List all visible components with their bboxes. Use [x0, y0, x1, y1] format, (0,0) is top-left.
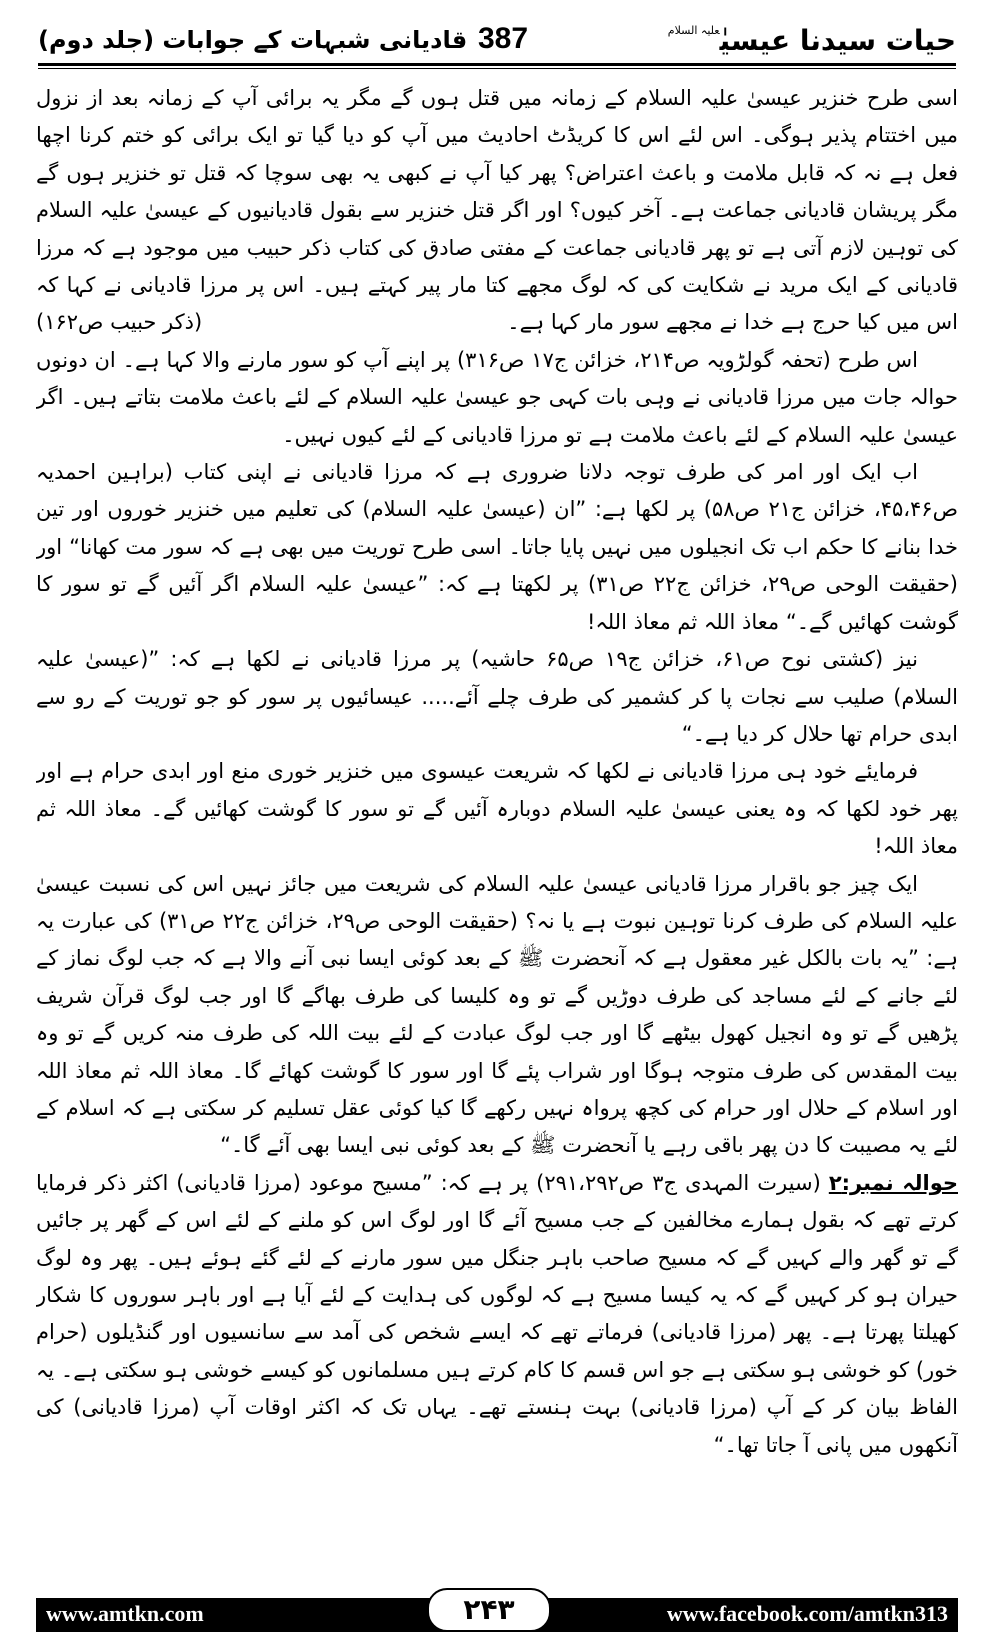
page-header [38, 22, 956, 66]
website-link[interactable]: www.amtkn.com [46, 1601, 204, 1626]
book-title [668, 24, 956, 57]
header-rule [38, 63, 956, 66]
paragraph-text: فرمایئے خود ہی مرزا قادیانی نے لکھا کہ شریعت عیسوی میں خنزیر خوری منع اور ابدی حرام ہے اور پھر خود لکھا کہ وہ یعنی عیسیٰ علیہ السلام دوبارہ آئیں گے تو سور کا گوشت کھائیں گے۔ معاذ اللہ ثم معاذ اللہ! [36, 759, 958, 859]
paragraph [36, 454, 958, 641]
book-title-text: حیات سیدنا عیسیٰ [719, 24, 956, 57]
paragraph [36, 753, 958, 865]
header-rule-thin [38, 68, 956, 69]
citation: (ذکر حبیب ص۱۶۲) [36, 310, 203, 335]
reference-label: حوالہ نمبر:۲ [828, 1170, 958, 1195]
page-footer [36, 1593, 958, 1632]
reference-text: (سیرت المہدی ج۳ ص۲۹۱،۲۹۲) پر ہے کہ: ”مسیح موعود (مرزا قادیانی) اکثر ذکر فرمایا کرتے تھے کہ بقول ہمارے مخالفین کے جب مسیح آئے گا اور لوگ اس کو ملنے کے لئے اس کے گھر پر جائیں گے تو گھر والے کہیں گے کہ مسیح صاحب باہر جنگل میں سور مارنے کے لئے گئے ہوئے ہیں۔ پھر وہ لوگ حیران ہو کر کہیں گے کہ یہ کیسا مسیح ہے کہ لوگوں کی ہدایت کے لئے آیا ہے اور باہر سوروں کا شکار کھیلتا پھرتا ہے۔ پھر (مرزا قادیانی) فرماتے تھے کہ ایسے شخص کی آمد سے سانسیوں اور گنڈیلوں (حرام خور) کو خوشی ہو سکتی ہے جو اس قسم کا کام کرتے ہیں مسلمانوں کو کیسے خوشی ہو سکتی ہے۔ یہ الفاظ بیان کر کے آپ (مرزا قادیانی) بہت ہنستے تھے۔ یہاں تک کہ اکثر اوقات آپ (مرزا قادیانی) کی آنکھوں میں پانی آ جاتا تھا۔“ [36, 1170, 958, 1457]
paragraph-text: اب ایک اور امر کی طرف توجہ دلانا ضروری ہے کہ مرزا قادیانی نے اپنی کتاب (براہین احمدیہ ص۴۵،۴۶، خزائن ج۲۱ ص۵۸) پر لکھا ہے: ”ان (عیسیٰ علیہ السلام) کی تعلیم میں خنزیر خوروں اور تین خدا بنانے کا حکم اب تک انجیلوں میں نہیں پایا جاتا۔ اسی طرح توریت میں بھی ہے کہ سور مت کھانا“ اور (حقیقت الوحی ص۲۹، خزائن ج۲۲ ص۳۱) پر لکھتا ہے کہ: ”عیسیٰ علیہ السلام اگر آئیں گے تو سور کا گوشت کھائیں گے۔“ معاذ اللہ ثم معاذ اللہ! [36, 460, 958, 634]
paragraph-text: ایک چیز جو باقرار مرزا قادیانی عیسیٰ علیہ السلام کی شریعت میں جائز نہیں اس کی نسبت عیسیٰ علیہ السلام کی طرف کرنا توہین نبوت ہے یا نہ؟ (حقیقت الوحی ص۲۹، خزائن ج۲۲ ص۳۱) کی عبارت یہ ہے: ”یہ بات بالکل غیر معقول ہے کہ آنحضرت ﷺ کے بعد کوئی ایسا نبی آنے والا ہے کہ جب لوگ نماز کے لئے جانے کے لئے مساجد کی طرف دوڑیں گے تو وہ کلیسا کی طرف بھاگے گا اور جب لوگ قرآن شریف پڑھیں گے تو وہ انجیل کھول بیٹھے گا اور جب لوگ عبادت کے لئے بیت اللہ کی طرف منہ کریں گے تو وہ بیت المقدس کی طرف متوجہ ہوگا اور شراب پئے گا اور سور کا گوشت کھائے گا۔ معاذ اللہ ثم معاذ اللہ اور اسلام کے حلال اور حرام کی کچھ پرواہ نہیں رکھے گا کیا کوئی عقل تسلیم کر سکتی ہے کہ اسلام کے لئے یہ مصیبت کا دن پھر باقی رہے یا آنحضرت ﷺ کے بعد کوئی نبی ایسا بھی آئے گا۔“ [36, 871, 958, 1158]
reference-2 [36, 1165, 958, 1464]
paragraph [36, 342, 958, 454]
paragraph [36, 80, 958, 342]
paragraph [36, 866, 958, 1165]
paragraph-text: اسی طرح خنزیر عیسیٰ علیہ السلام کے زمانہ میں قتل ہوں گے مگر یہ برائی آپ کے زمانہ بعد از نزول میں اختتام پذیر ہوگی۔ اس لئے اس کا کریڈٹ احادیث میں آپ کو دیا گیا تو ایک برائی کو ختم کرنا اچھا فعل ہے نہ کہ قابل ملامت و باعث اعتراض؟ پھر کیا آپ نے کبھی یہ بھی سوچا کہ قتل تو خنزیر ہوں گے مگر پریشان قادیانی جماعت ہے۔ آخر کیوں؟ اور اگر قتل خنزیر سے بقول قادیانیوں کے عیسیٰ علیہ السلام کی توہین لازم آتی ہے تو پھر قادیانی جماعت کے مفتی صادق کی کتاب ذکر حبیب میں موجود ہے کہ مرزا قادیانی کے ایک مرید نے شکایت کی کہ لوگ مجھے کتا مار پیر کہتے ہیں۔ اس پر مرزا قادیانی نے کہا کہ اس میں کیا حرج ہے خدا نے مجھے سور مار کہا ہے۔ [36, 86, 958, 335]
honorific: علیہ السلام [667, 24, 720, 37]
paragraph-text: نیز (کشتی نوح ص۶۱، خزائن ج۱۹ ص۶۵ حاشیہ) پر مرزا قادیانی نے لکھا ہے کہ: ”(عیسیٰ علیہ السلام) صلیب سے نجات پا کر کشمیر کی طرف چلے آئے..... عیسائیوں پر سور کو جو توریت کے رو سے ابدی حرام تھا حلال کر دیا ہے۔“ [36, 647, 958, 746]
paragraph-text: اس طرح (تحفہ گولڑویہ ص۲۱۴، خزائن ج۱۷ ص۳۱۶) پر اپنے آپ کو سور مارنے والا کہا ہے۔ ان دونوں حوالہ جات میں مرزا قادیانی نے وہی بات کہی جو عیسیٰ علیہ السلام کے لئے باعث ملامت بتاتے ہیں۔ اگر عیسیٰ علیہ السلام کے لئے باعث ملامت ہے تو مرزا قادیانی کے لئے کیوں نہیں۔ [36, 347, 958, 447]
page-number: 387 [478, 22, 529, 55]
main-text [36, 80, 958, 1585]
folio-number: ۲۴۳ [427, 1588, 551, 1632]
paragraph [36, 641, 958, 753]
section-title: قادیانی شبہات کے جوابات (جلد دوم) [38, 26, 468, 54]
facebook-link[interactable]: www.facebook.com/amtkn313 [666, 1601, 948, 1626]
